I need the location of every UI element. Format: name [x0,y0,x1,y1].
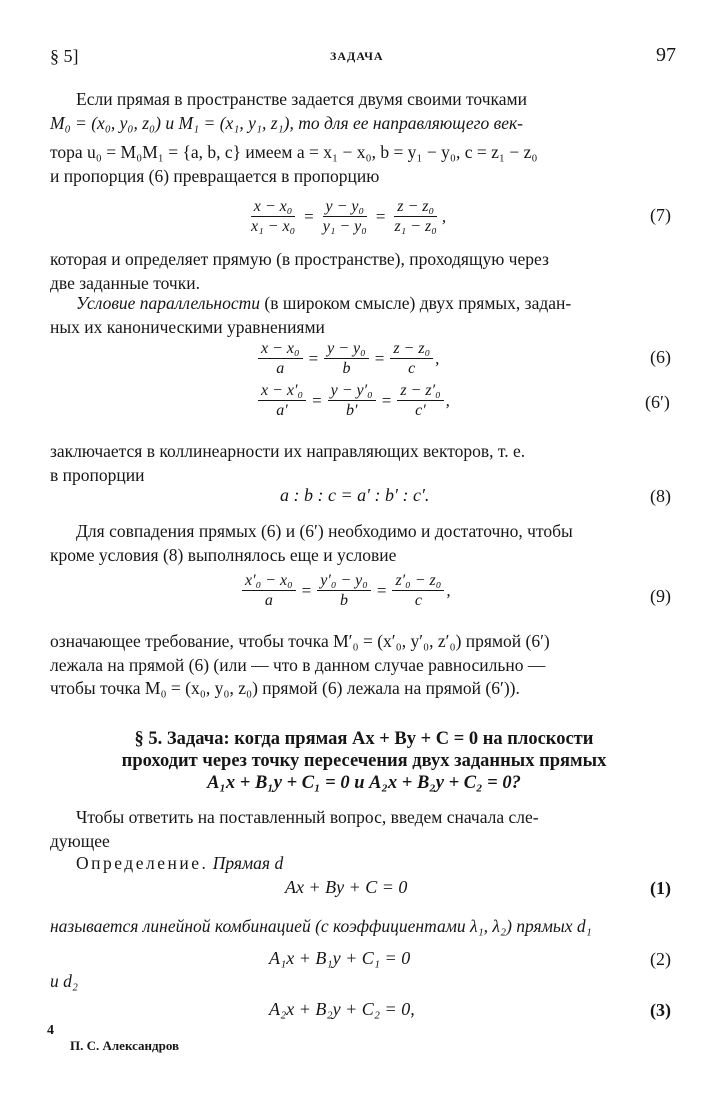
equals-sign: = [381,390,392,410]
numerator: x′₀ − x₀ [242,572,296,591]
equals-sign: = [301,580,312,600]
italic-term: Условие параллельности [76,293,261,313]
paragraph-line: дующее [50,830,110,851]
equation-8: a : b : c = a′ : b′ : c′. [280,485,430,505]
equation-number: (3) [650,1000,671,1020]
section-heading-line: § 5. Задача: когда прямая Ax + By + C = 0 на плоскости [134,729,594,749]
numerator: y − y′₀ [328,382,376,401]
equation-number: (7) [650,205,671,225]
fraction [391,198,439,235]
section-heading-line: A₁x + B₁y + C₁ = 0 и A₂x + B₂y + C₂ = 0? [207,773,521,793]
equation-6-prime [256,382,450,419]
equation-punctuation: , [446,580,451,600]
equals-sign: = [374,348,385,368]
signature-author: П. С. Александров [70,1038,180,1053]
equation-2: A₁x + B₁y + C₁ = 0 [269,948,411,968]
definition [50,852,678,876]
paragraph-intro [50,806,678,853]
paragraph-coincidence [50,520,678,567]
equation-number: (6) [650,347,671,367]
denominator: b′ [345,402,358,419]
definition-text: Прямая d [208,853,284,873]
denominator: x₁ − x₀ [251,218,296,235]
numerator: x − x₀ [258,340,303,359]
equation-punctuation: , [435,348,440,368]
paragraph-defines-line [50,248,678,295]
equation-number: (9) [650,586,671,606]
equals-sign: = [312,390,322,410]
equation-7 [246,198,446,235]
page-number: 97 [656,44,676,66]
fraction [258,382,306,419]
fraction [328,382,376,419]
paragraph-line: кроме условия (8) выполнялось еще и условие [50,544,397,565]
numerator: z − z′₀ [397,382,443,401]
numerator: x − x₀ [251,198,296,217]
denominator: b [342,360,351,377]
equals-sign: = [375,206,386,226]
denominator: c [414,592,422,609]
numerator: x − x′₀ [258,382,306,401]
denominator: a [264,592,273,609]
paragraph-line: в пропорции [50,464,145,485]
paragraph-and-d2: и d₂ [50,971,78,991]
paragraph-line: и пропорция (6) превращается в пропорцию [50,165,380,186]
numerator: z − z₀ [394,198,437,217]
equation-1: Ax + By + C = 0 [285,877,408,897]
equation-3: A₂x + B₂y + C₂ = 0, [269,999,415,1019]
paragraph-line: лежала на прямой (6) (или — что в данном случае равносильно — [50,654,546,675]
equation-punctuation: , [441,206,447,226]
denominator: b [340,592,349,609]
definition-label: Определение. [76,853,209,873]
numerator: z − z₀ [390,340,433,359]
paragraph-line: чтобы точка M₀ = (x₀, y₀, z₀) прямой (6) лежала на прямой (6′)). [50,678,520,698]
numerator: y − y₀ [323,198,368,217]
paragraph-line: M₀ = (x₀, y₀, z₀) и M₁ = (x₁, y₁, z₁), то для ее направляющего век- [50,112,523,133]
equation-number: (8) [650,486,671,506]
fraction [320,198,370,235]
paragraph-line: Для совпадения прямых (6) и (6′) необходимо и достаточно, чтобы [76,521,573,541]
denominator: a′ [276,402,288,419]
paragraph-two-points [50,88,678,188]
equation-number: (1) [650,878,671,898]
header-section: § 5] [50,46,79,66]
fraction [390,340,433,377]
paragraph-line: Если прямая в пространстве задается двумя своими точками [76,89,527,109]
paragraph-line: ных их каноническими уравнениями [50,316,325,337]
denominator: c [408,360,416,377]
paragraph-collinearity [50,440,678,487]
paragraph-line: тора u₀ = M₀M₁ = {a, b, c} имеем a = x₁ − x₀, b = y₁ − y₀, c = z₁ − z₀ [50,142,538,162]
header-title: ЗАДАЧА [330,49,384,63]
fraction [258,340,303,377]
paragraph-parallel-condition [50,292,678,339]
numerator: y′₀ − y₀ [317,572,371,591]
denominator: a [276,360,285,377]
fraction [397,382,443,419]
fraction [317,572,371,609]
equals-sign: = [308,348,319,368]
fraction [392,572,444,609]
equals-sign: = [304,206,314,226]
equation-6 [256,340,439,377]
paragraph-line: Чтобы ответить на поставленный вопрос, введем сначала сле- [76,807,539,827]
paragraph-text: (в широком смысле) двух прямых, задан- [260,293,572,313]
paragraph-line: называется линейной комбинацией (с коэффициентами λ₁, λ₂) прямых d₁ [50,916,592,936]
equation-punctuation: , [445,390,450,410]
equation-9 [240,572,451,609]
numerator: z′₀ − z₀ [392,572,444,591]
fraction [242,572,296,609]
signature-number: 4 [47,1023,54,1038]
paragraph-linear-combination [50,915,678,939]
fraction [324,340,369,377]
fraction [248,198,298,235]
denominator: c′ [415,402,426,419]
paragraph-requirement [50,630,678,701]
section-heading-line: проходит через точку пересечения двух заданных прямых [121,751,607,771]
paragraph-line: две заданные точки. [50,272,200,293]
paragraph-line: которая и определяет прямую (в пространстве), проходящую через [50,249,549,269]
paragraph-line: заключается в коллинеарности их направляющих векторов, т. е. [50,441,526,461]
equals-sign: = [376,580,387,600]
denominator: z₁ − z₀ [394,218,437,235]
paragraph-line: означающее требование, чтобы точка M′₀ = (x′₀, y′₀, z′₀) прямой (6′) [50,631,550,651]
equation-number: (6′) [645,392,670,412]
equation-number: (2) [650,949,671,969]
denominator: y₁ − y₀ [322,218,367,235]
section-heading [50,728,678,794]
numerator: y − y₀ [324,340,369,359]
